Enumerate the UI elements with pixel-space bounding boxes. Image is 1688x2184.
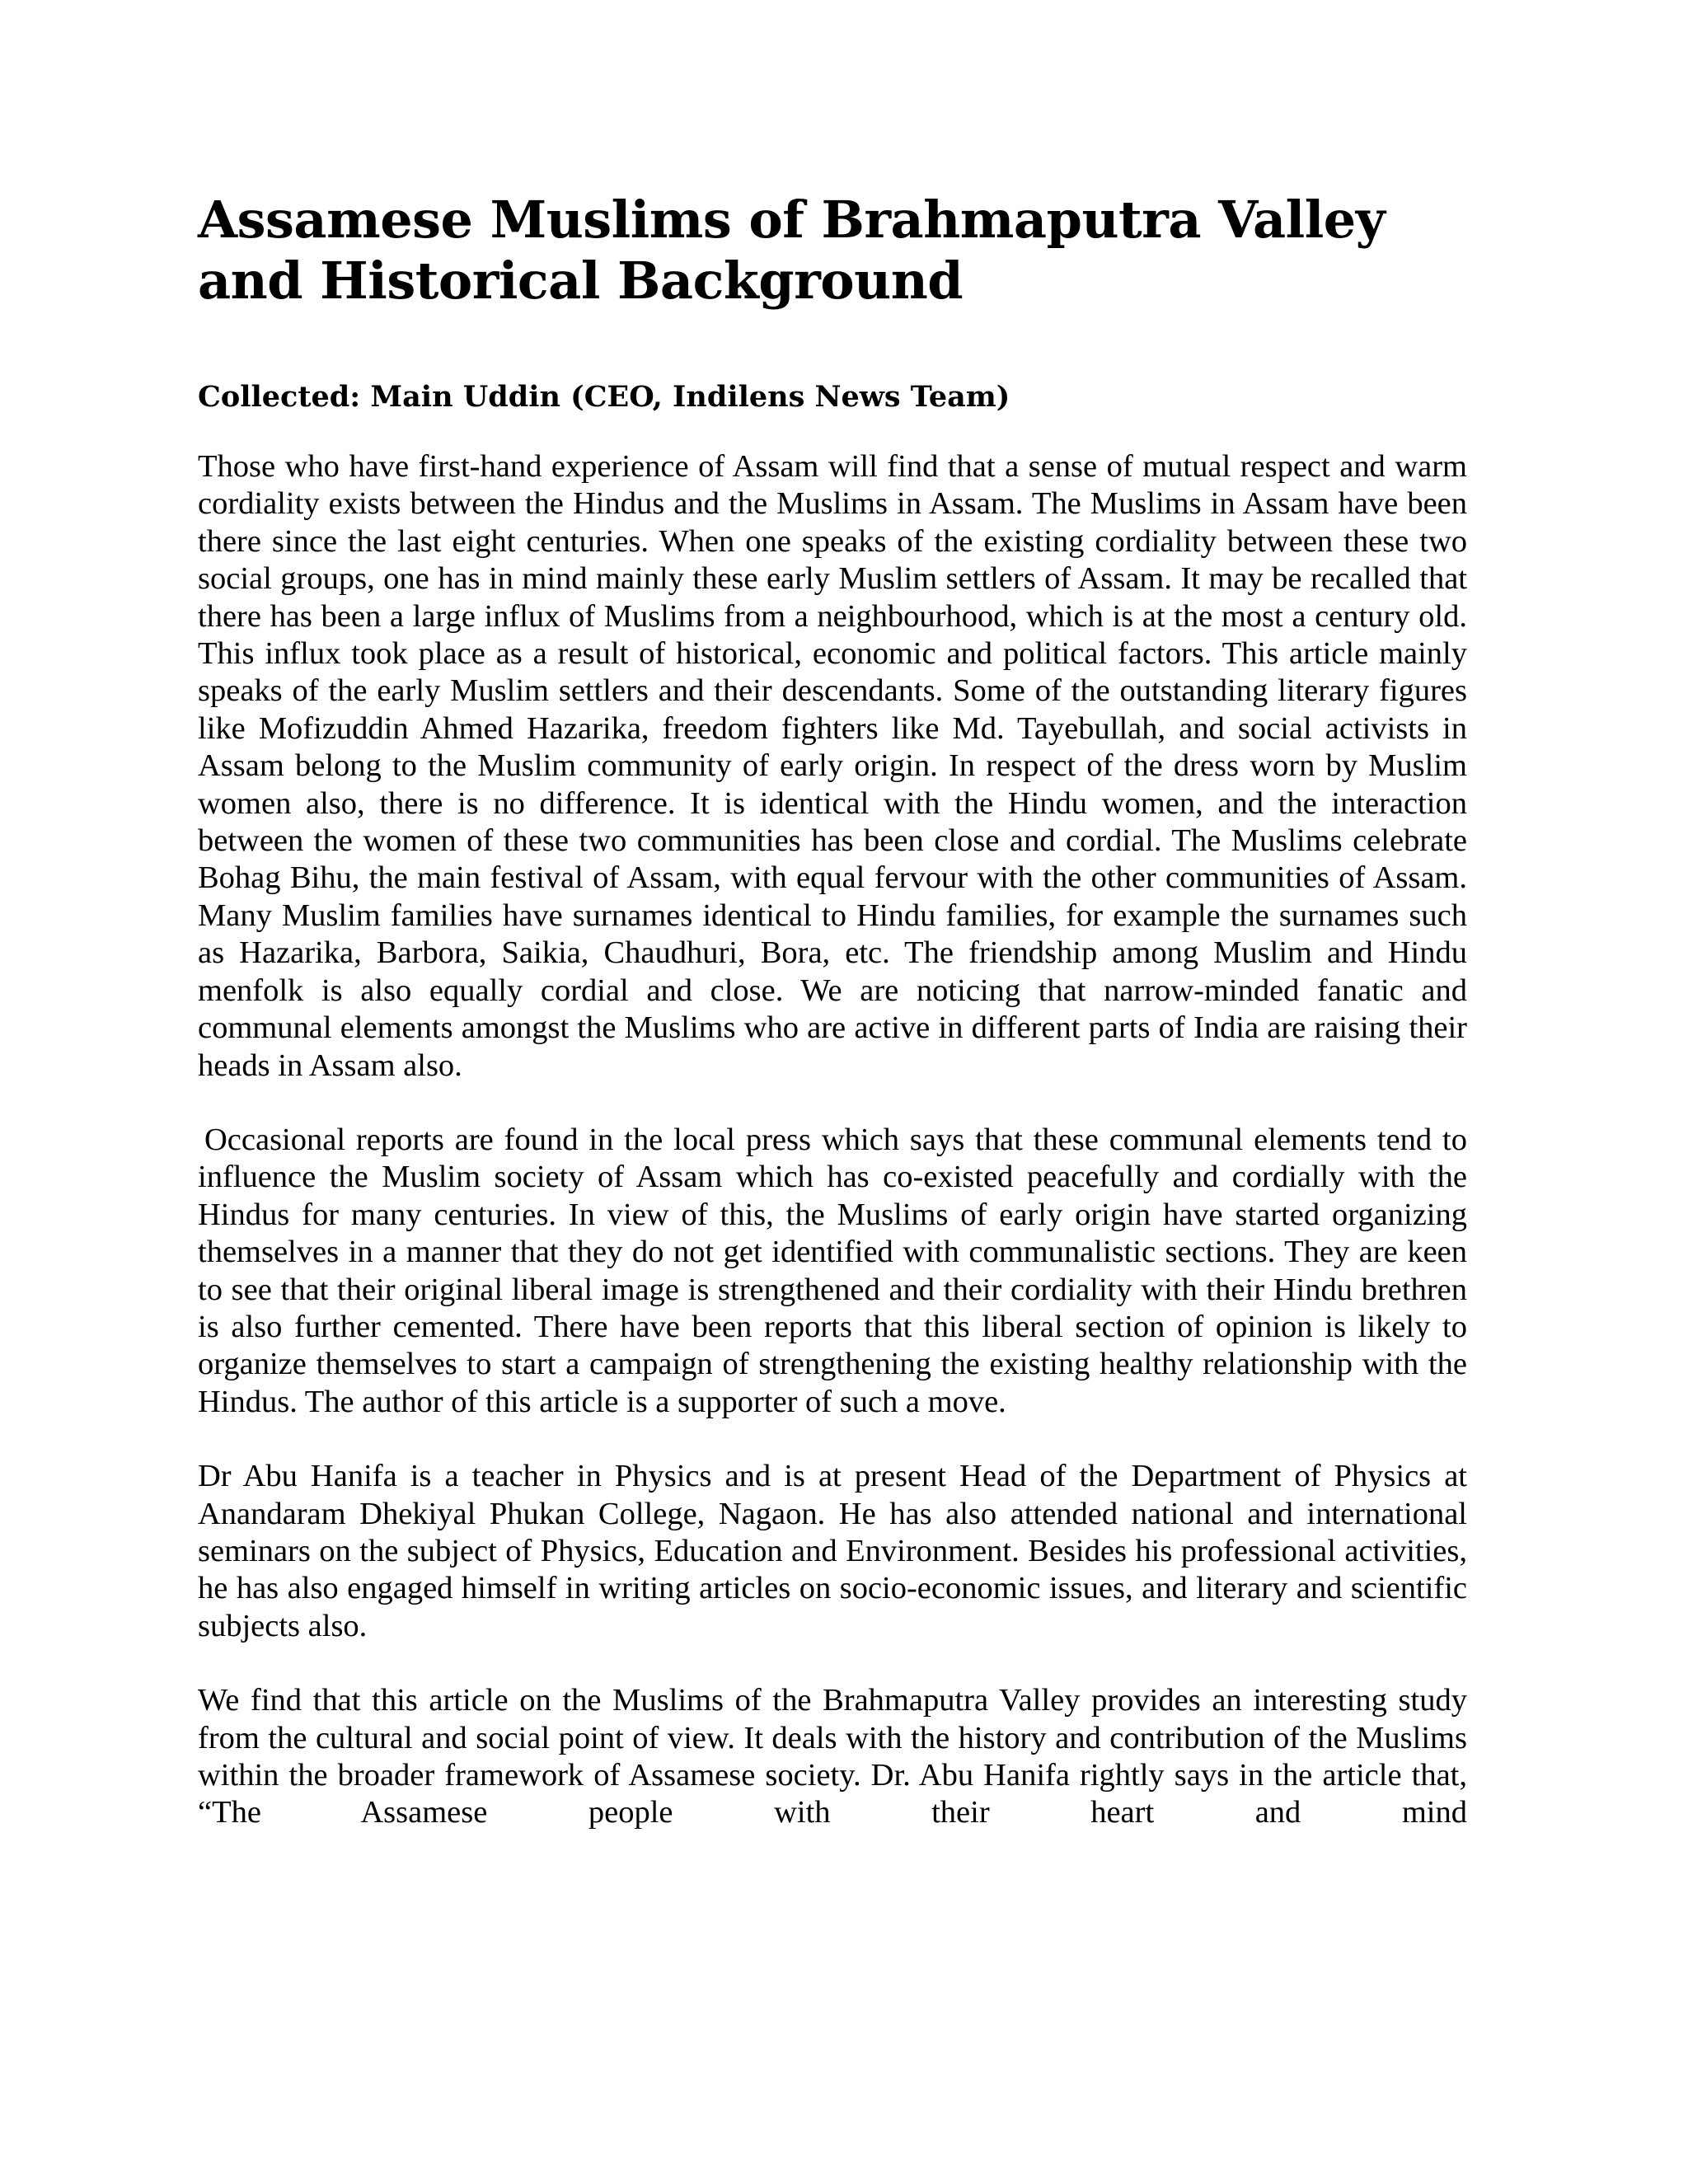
document-title: Assamese Muslims of Brahmaputra Valley and Historical Background xyxy=(198,190,1386,311)
paragraph-4: We find that this article on the Muslims of the Brahmaputra Valley provides an interesting study from the cultural and social point of view. It deals with the history and contribution of the Muslims within the broader framework of Assamese society. Dr. Abu Hanifa rightly says in the article that, “The Assamese people with their heart and mind xyxy=(198,1683,1467,1830)
byline: Collected: Main Uddin (CEO, Indilens News Team) xyxy=(198,380,1010,414)
document-page xyxy=(198,190,1467,1869)
paragraph-2: Occasional reports are found in the local press which says that these communal elements tend to influence the Muslim society of Assam which has co-existed peacefully and cordially with the Hindus for many centuries. In view of this, the Muslims of early origin have started organizing themselves in a manner that they do not get identified with communalistic sections. They are keen to see that their original liberal image is strengthened and their cordiality with their Hindu brethren is also further cemented. There have been reports that this liberal section of opinion is likely to organize themselves to start a campaign of strengthening the existing healthy relationship with the Hindus. The author of this article is a supporter of such a move. xyxy=(198,1122,1467,1419)
paragraph-3: Dr Abu Hanifa is a teacher in Physics and is at present Head of the Department of Physics at Anandaram Dhekiyal Phukan College, Nagaon. He has also attended national and international seminars on the subject of Physics, Education and Environment. Besides his professional activities, he has also engaged himself in writing articles on socio-economic issues, and literary and scientific subjects also. xyxy=(198,1459,1467,1643)
paragraph-1: Those who have first-hand experience of Assam will find that a sense of mutual respect and warm cordiality exists between the Hindus and the Muslims in Assam. The Muslims in Assam have been there since the last eight centuries. When one speaks of the existing cordiality between these two social groups, one has in mind mainly these early Muslim settlers of Assam. It may be recalled that there has been a large influx of Muslims from a neighbourhood, which is at the most a century old. This influx took place as a result of historical, economic and political factors. This article mainly speaks of the early Muslim settlers and their descendants. Some of the outstanding literary figures like Mofizuddin Ahmed Hazarika, freedom fighters like Md. Tayebullah, and social activists in Assam belong to the Muslim community of early origin. In respect of the dress worn by Muslim women also, there is no difference. It is identical with the Hindu women, and the interaction between the women of these two communities has been close and cordial. The Muslims celebrate Bohag Bihu, the main festival of Assam, with equal fervour with the other communities of Assam. Many Muslim families have surnames identical to Hindu families, for example the surnames such as Hazarika, Barbora, Saikia, Chaudhuri, Bora, etc. The friendship among Muslim and Hindu menfolk is also equally cordial and close. We are noticing that narrow-minded fanatic and communal elements amongst the Muslims who are active in different parts of India are raising their heads in Assam also. xyxy=(198,449,1467,1083)
